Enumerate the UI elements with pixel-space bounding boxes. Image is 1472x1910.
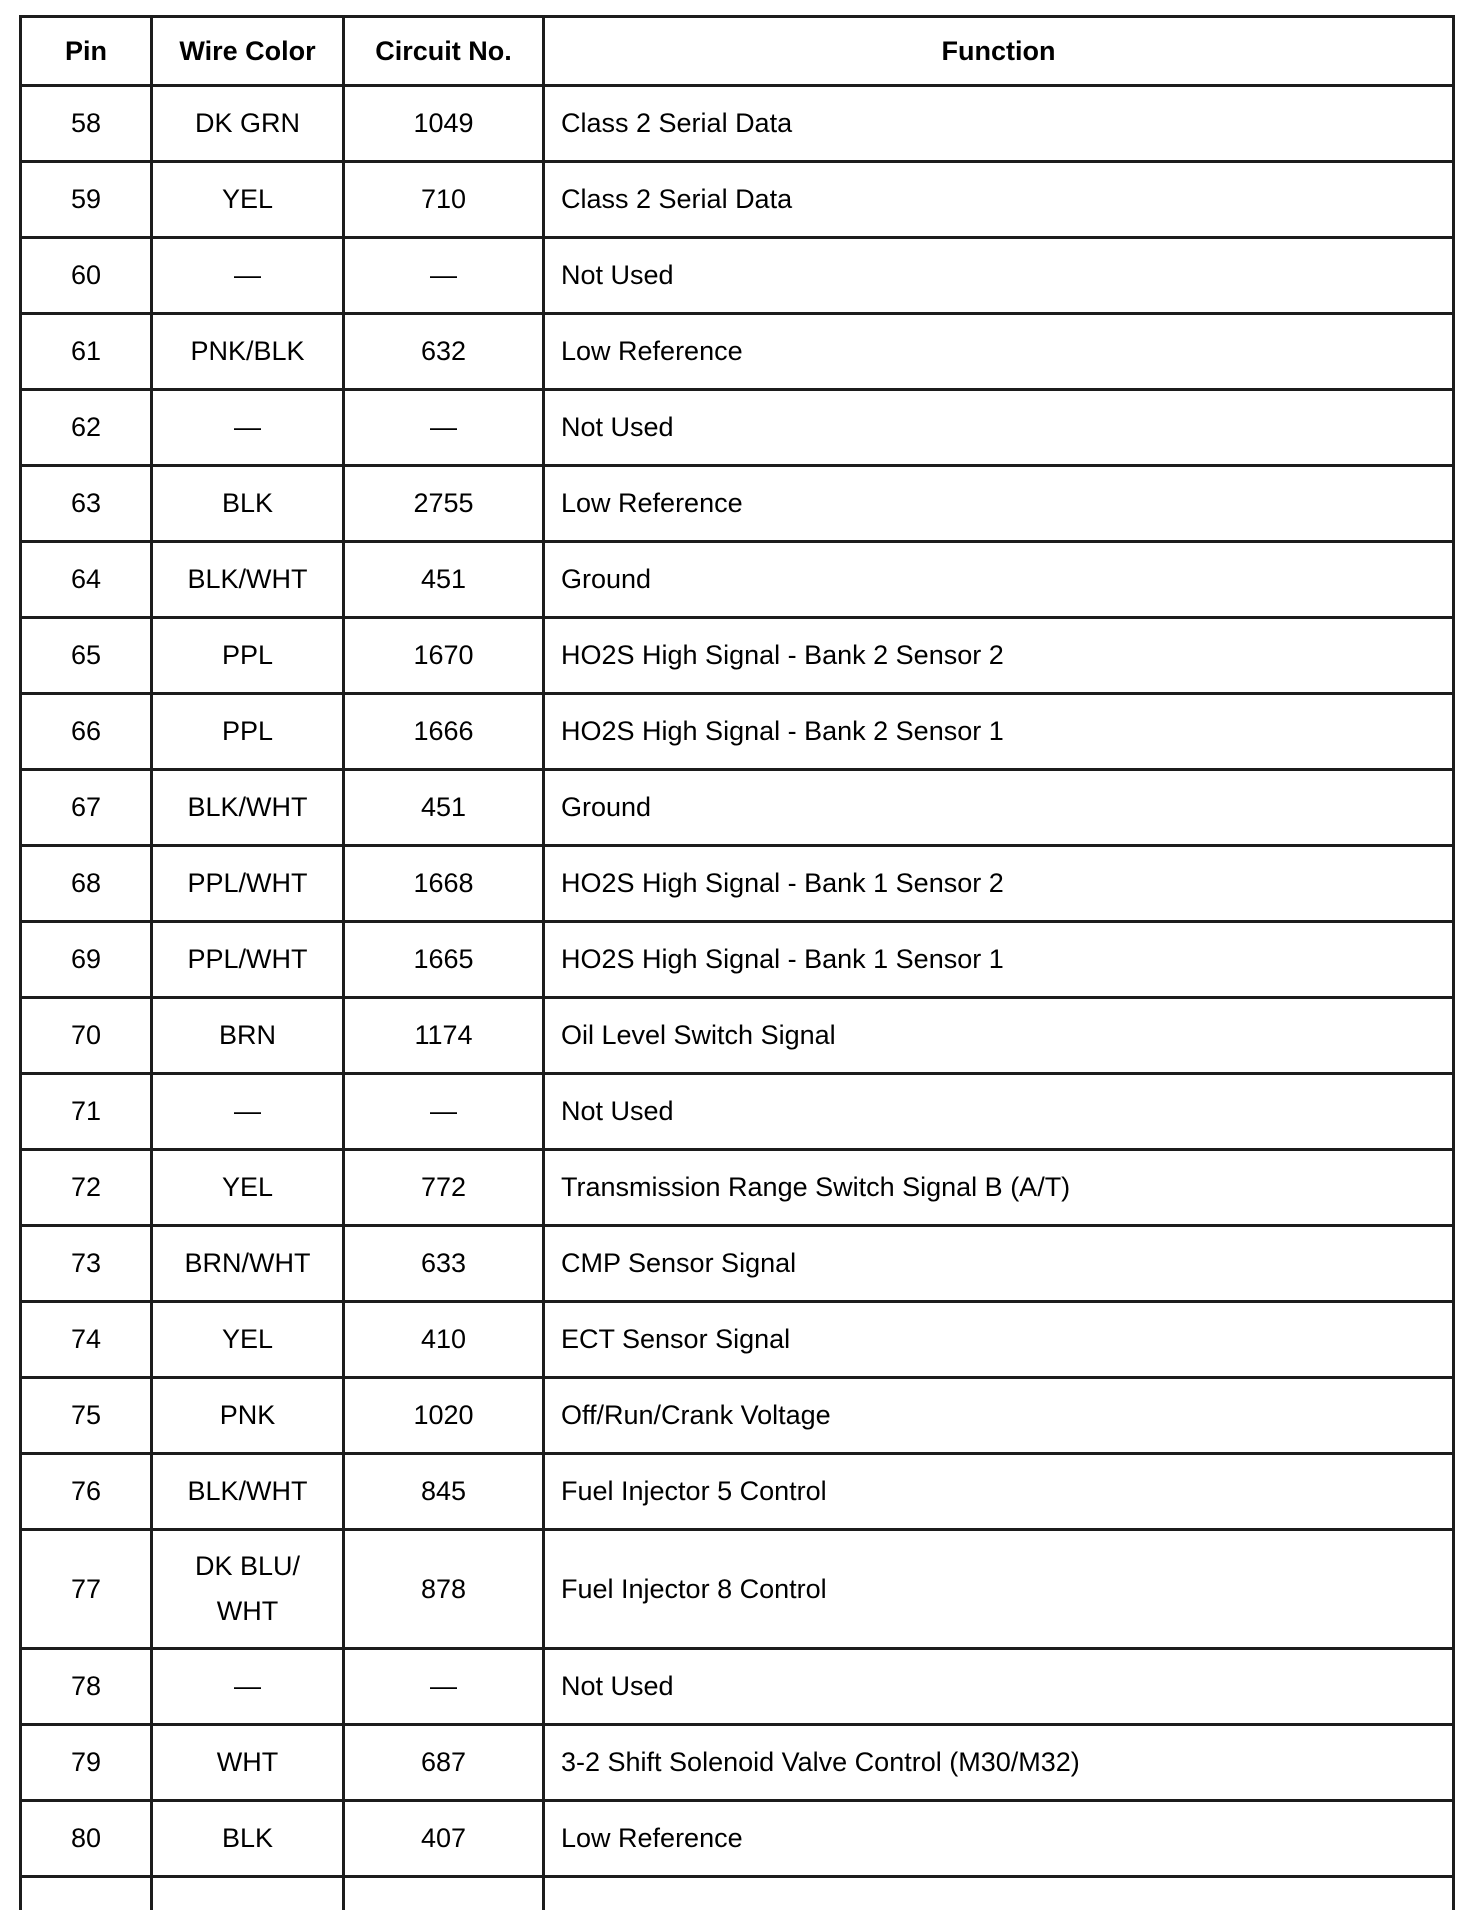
table-row [21,922,1454,998]
circuit-cell: 1670 [344,618,544,694]
function-cell: Not Used [544,1649,1454,1725]
function-cell: Low Reference [544,1801,1454,1877]
pin-cell: 65 [21,618,152,694]
table-row [21,86,1454,162]
function-cell: Fuel Injector 5 Control [544,1454,1454,1530]
table-row [21,846,1454,922]
empty-cell [21,1877,152,1910]
wire-color-cell: DK GRN [152,86,344,162]
function-cell: Fuel Injector 8 Control [544,1530,1454,1649]
circuit-cell: — [344,1649,544,1725]
header-circuit: Circuit No. [344,17,544,86]
function-cell: Not Used [544,1074,1454,1150]
circuit-cell: 1668 [344,846,544,922]
empty-cell [344,1877,544,1910]
wire-color-cell: BRN [152,998,344,1074]
function-cell: Oil Level Switch Signal [544,998,1454,1074]
wire-color-cell: BRN/WHT [152,1226,344,1302]
pin-cell: 71 [21,1074,152,1150]
pin-cell: 62 [21,390,152,466]
pin-cell: 78 [21,1649,152,1725]
table-row [21,1226,1454,1302]
wire-color-line: WHT [153,1589,342,1634]
function-cell: Off/Run/Crank Voltage [544,1378,1454,1454]
table-row [21,314,1454,390]
wire-color-cell: BLK/WHT [152,1454,344,1530]
wire-color-cell: — [152,1074,344,1150]
function-cell: Transmission Range Switch Signal B (A/T) [544,1150,1454,1226]
empty-cell [152,1877,344,1910]
empty-cell [544,1877,1454,1910]
pin-cell: 75 [21,1378,152,1454]
circuit-cell: 1174 [344,998,544,1074]
table-row [21,694,1454,770]
function-cell: 3-2 Shift Solenoid Valve Control (M30/M32) [544,1725,1454,1801]
wire-color-cell: BLK [152,1801,344,1877]
function-cell: HO2S High Signal - Bank 2 Sensor 1 [544,694,1454,770]
function-cell: Class 2 Serial Data [544,86,1454,162]
pin-cell: 66 [21,694,152,770]
circuit-cell: 1666 [344,694,544,770]
function-cell: Ground [544,770,1454,846]
table-row [21,1725,1454,1801]
pin-cell: 59 [21,162,152,238]
wire-color-line: DK BLU/ [153,1544,342,1589]
function-cell: HO2S High Signal - Bank 2 Sensor 2 [544,618,1454,694]
table-row [21,1074,1454,1150]
pin-cell: 77 [21,1530,152,1649]
pin-cell: 70 [21,998,152,1074]
wire-color-cell: PPL [152,694,344,770]
table-row [21,618,1454,694]
function-cell: ECT Sensor Signal [544,1302,1454,1378]
wire-color-cell: BLK [152,466,344,542]
pin-cell: 72 [21,1150,152,1226]
table-row [21,998,1454,1074]
table-row [21,1150,1454,1226]
table-row [21,1454,1454,1530]
pin-cell: 74 [21,1302,152,1378]
pin-cell: 69 [21,922,152,998]
function-cell: CMP Sensor Signal [544,1226,1454,1302]
wire-color-cell: PPL/WHT [152,846,344,922]
table-row [21,1378,1454,1454]
header-function: Function [544,17,1454,86]
wire-color-cell: BLK/WHT [152,542,344,618]
pin-cell: 68 [21,846,152,922]
pin-cell: 80 [21,1801,152,1877]
function-cell: Not Used [544,390,1454,466]
circuit-cell: 451 [344,770,544,846]
function-cell: Not Used [544,238,1454,314]
wire-color-cell: — [152,390,344,466]
pin-cell: 61 [21,314,152,390]
wire-color-cell [152,1530,344,1649]
wire-color-cell: BLK/WHT [152,770,344,846]
circuit-cell: 451 [344,542,544,618]
function-cell: Low Reference [544,466,1454,542]
wire-color-cell: YEL [152,1150,344,1226]
circuit-cell: 2755 [344,466,544,542]
table-row [21,1530,1454,1649]
circuit-cell: 1020 [344,1378,544,1454]
function-cell: HO2S High Signal - Bank 1 Sensor 2 [544,846,1454,922]
table-row [21,1302,1454,1378]
pin-cell: 60 [21,238,152,314]
function-cell: Ground [544,542,1454,618]
table-row-cropped [21,1877,1454,1910]
pin-cell: 67 [21,770,152,846]
function-cell: Low Reference [544,314,1454,390]
wire-color-cell: WHT [152,1725,344,1801]
table-row [21,1649,1454,1725]
table-row [21,162,1454,238]
circuit-cell: 772 [344,1150,544,1226]
pin-cell: 73 [21,1226,152,1302]
pin-cell: 64 [21,542,152,618]
circuit-cell: 407 [344,1801,544,1877]
wire-color-cell: YEL [152,162,344,238]
function-cell: HO2S High Signal - Bank 1 Sensor 1 [544,922,1454,998]
pinout-table [19,15,1455,1910]
wire-color-cell: PNK [152,1378,344,1454]
circuit-cell: — [344,238,544,314]
circuit-cell: 410 [344,1302,544,1378]
wire-color-cell: PNK/BLK [152,314,344,390]
table-row [21,770,1454,846]
circuit-cell: — [344,390,544,466]
table-row [21,466,1454,542]
circuit-cell: 632 [344,314,544,390]
circuit-cell: 1665 [344,922,544,998]
circuit-cell: 878 [344,1530,544,1649]
wire-color-cell: — [152,238,344,314]
pin-cell: 79 [21,1725,152,1801]
circuit-cell: 710 [344,162,544,238]
table-row [21,542,1454,618]
pin-cell: 76 [21,1454,152,1530]
wire-color-cell: — [152,1649,344,1725]
header-pin: Pin [21,17,152,86]
table-row [21,390,1454,466]
function-cell: Class 2 Serial Data [544,162,1454,238]
header-row [21,17,1454,86]
wire-color-cell: YEL [152,1302,344,1378]
wire-color-cell: PPL [152,618,344,694]
circuit-cell: 633 [344,1226,544,1302]
circuit-cell: — [344,1074,544,1150]
pin-cell: 58 [21,86,152,162]
table-row [21,238,1454,314]
circuit-cell: 1049 [344,86,544,162]
circuit-cell: 687 [344,1725,544,1801]
header-wire-color: Wire Color [152,17,344,86]
circuit-cell: 845 [344,1454,544,1530]
table-row [21,1801,1454,1877]
pin-cell: 63 [21,466,152,542]
wire-color-cell: PPL/WHT [152,922,344,998]
